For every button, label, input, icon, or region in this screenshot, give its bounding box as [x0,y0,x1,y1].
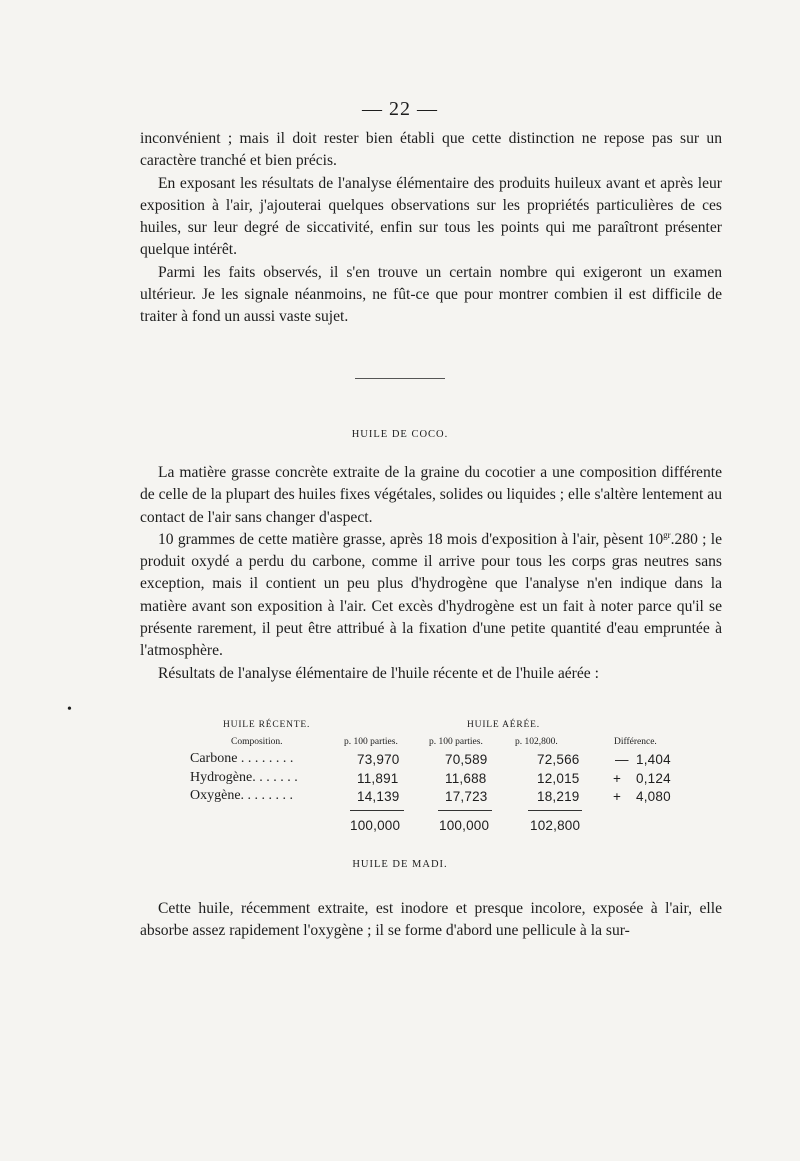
table-row-label: Oxygène. . . . . . . . [190,788,294,803]
table-cell: 12,015 [537,771,580,786]
madi-section [140,898,722,943]
table-cell: 14,139 [357,789,400,804]
table-subheader-col3: p. 102,800. [515,737,558,747]
margin-mark: • [67,702,72,717]
table-total: 100,000 [439,818,490,833]
coco-p2-end: .280 ; le produit oxydé a perdu du carbone, comme il arrive pour tous les corps gras neutres sans exception, mais il contient un peu plus d'hydrogène que l'analyse n'en indique dans la matière avant son exposition à l'air. Cet excès d'hydrogène est un fait à noter parce qu'il se présente rarement, il peut être attribué à la fixation d'une petite quantité d'eau empruntée à l'atmosphère. [140,530,722,660]
section-title-coco: HUILE DE COCO. [351,429,449,440]
table-cell: 18,219 [537,789,580,804]
table-cell: 72,566 [537,752,580,767]
intro-paragraph-1: inconvénient ; mais il doit rester bien établi que cette distinction ne repose pas sur un caractère tranché et bien précis. [140,130,722,170]
table-subheader-col2: p. 100 parties. [429,737,483,747]
table-cell: 73,970 [357,752,400,767]
table-cell: 11,688 [445,771,487,786]
table-subheader-difference: Différence. [614,737,657,747]
grams-superscript: gr [663,529,671,540]
intro-paragraph-3: Parmi les faits observés, il s'en trouve un certain nombre qui exigeront un examen ultérieur. Je les signale néanmoins, ne fût-ce que pour montrer combien il est difficile de traiter à fond un aussi vaste sujet. [140,263,722,326]
coco-paragraph-3: Résultats de l'analyse élémentaire de l'huile récente et de l'huile aérée : [158,664,599,682]
table-cell: 0,124 [636,771,671,786]
page-number: — 22 — [362,98,438,120]
section-divider [355,378,445,379]
table-header-recente: HUILE RÉCENTE. [223,720,311,730]
coco-p2-start: 10 grammes de cette matière grasse, après 18 mois d'exposition à l'air, pèsent 10 [158,530,664,548]
table-cell: 70,589 [445,752,488,767]
intro-section [140,128,722,329]
table-row-label: Hydrogène. . . . . . . [190,770,298,785]
coco-paragraph-2 [140,529,722,663]
table-cell: 17,723 [445,789,488,804]
coco-section [140,462,722,685]
table-cell: 1,404 [636,752,671,767]
sum-line [350,810,404,811]
table-total: 100,000 [350,818,401,833]
table-total: 102,800 [530,818,581,833]
sum-line [438,810,492,811]
table-subheader-composition: Composition. [231,737,283,747]
table-header-aeree: HUILE AÉRÉE. [467,720,540,730]
table-cell-sign: + [613,771,622,786]
table-subheader-col1: p. 100 parties. [344,737,398,747]
madi-paragraph-1: Cette huile, récemment extraite, est inodore et presque incolore, exposée à l'air, elle absorbe assez rapidement l'oxygène ; il se forme d'abord une pellicule à la sur- [140,900,722,940]
sum-line [528,810,582,811]
table-row-label: Carbone . . . . . . . . [190,751,294,766]
section-title-madi: HUILE DE MADI. [352,859,448,870]
coco-paragraph-1: La matière grasse concrète extraite de la graine du cocotier a une composition différente de celle de la plupart des huiles fixes végétales, solides ou liquides ; elle s'altère lentement au contact de l'air sans changer d'aspect. [140,464,722,526]
table-cell-sign: + [613,789,622,804]
table-cell: 11,891 [357,771,399,786]
table-cell: 4,080 [636,789,671,804]
table-cell-sign: — [615,752,629,767]
intro-paragraph-2: En exposant les résultats de l'analyse élémentaire des produits huileux avant et après leur exposition à l'air, j'ajouterai quelques observations sur les propriétés particulières de ces huiles, sur leur degré de siccativité, enfin sur tous les points qui me paraîtront présenter quelque intérêt. [140,174,722,259]
